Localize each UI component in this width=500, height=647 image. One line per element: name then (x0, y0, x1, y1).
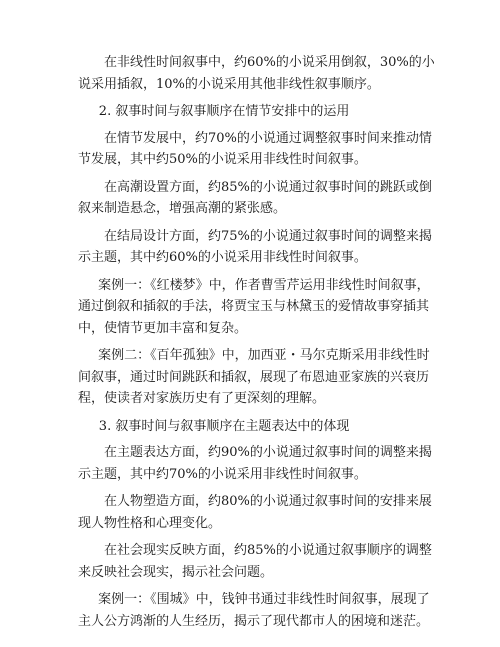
paragraph-climax: 在高潮设置方面，约85%的小说通过叙事时间的跳跃或倒叙来制造悬念，增强高潮的紧张感。 (78, 179, 432, 216)
paragraph-case-hongloumeng: 案例一：《红楼梦》中，作者曹雪芹运用非线性时间叙事，通过倒叙和插叙的手法，将贾宝玉与林黛玉的爱情故事穿插其中，使情节更加丰富和复杂。 (78, 277, 430, 336)
document-body (78, 52, 438, 638)
section-heading-theme: 3. 叙事时间与叙事顺序在主题表达中的体现 (98, 418, 350, 434)
paragraph-nonlinear-ratio: 在非线性时间叙事中，约60%的小说采用倒叙，30%的小说采用插叙，10%的小说采用其他非线性叙事顺序。 (78, 55, 435, 92)
section-heading-plot: 2. 叙事时间与叙事顺序在情节安排中的运用 (98, 104, 350, 119)
paragraph-theme-expression: 在主题表达方面，约90%的小说通过叙事时间的调整来揭示主题，其中约70%的小说采用非线性时间叙事。 (78, 445, 432, 482)
paragraph-social-reality: 在社会现实反映方面，约85%的小说通过叙事顺序的调整来反映社会现实，揭示社会问题。 (78, 543, 432, 580)
paragraph-case-weicheng: 案例一：《围城》中，钱钟书通过非线性时间叙事，展现了主人公方鸿渐的人生经历，揭示了现代都市人的困境和迷茫。 (78, 592, 430, 629)
paragraph-character: 在人物塑造方面，约80%的小说通过叙事时间的安排来展现人物性格和心理变化。 (78, 494, 432, 531)
paragraph-case-solitude: 案例二：《百年孤独》中，加西亚・马尔克斯采用非线性时间叙事，通过时间跳跃和插叙，展现了布恩迪亚家族的兴衰历程，使读者对家族历史有了更深刻的理解。 (78, 348, 430, 406)
paragraph-ending: 在结局设计方面，约75%的小说通过叙事时间的调整来揭示主题，其中约60%的小说采用非线性时间叙事。 (78, 228, 432, 265)
paragraph-plot-development: 在情节发展中，约70%的小说通过调整叙事时间来推动情节发展，其中约50%的小说采用非线性时间叙事。 (78, 130, 432, 167)
